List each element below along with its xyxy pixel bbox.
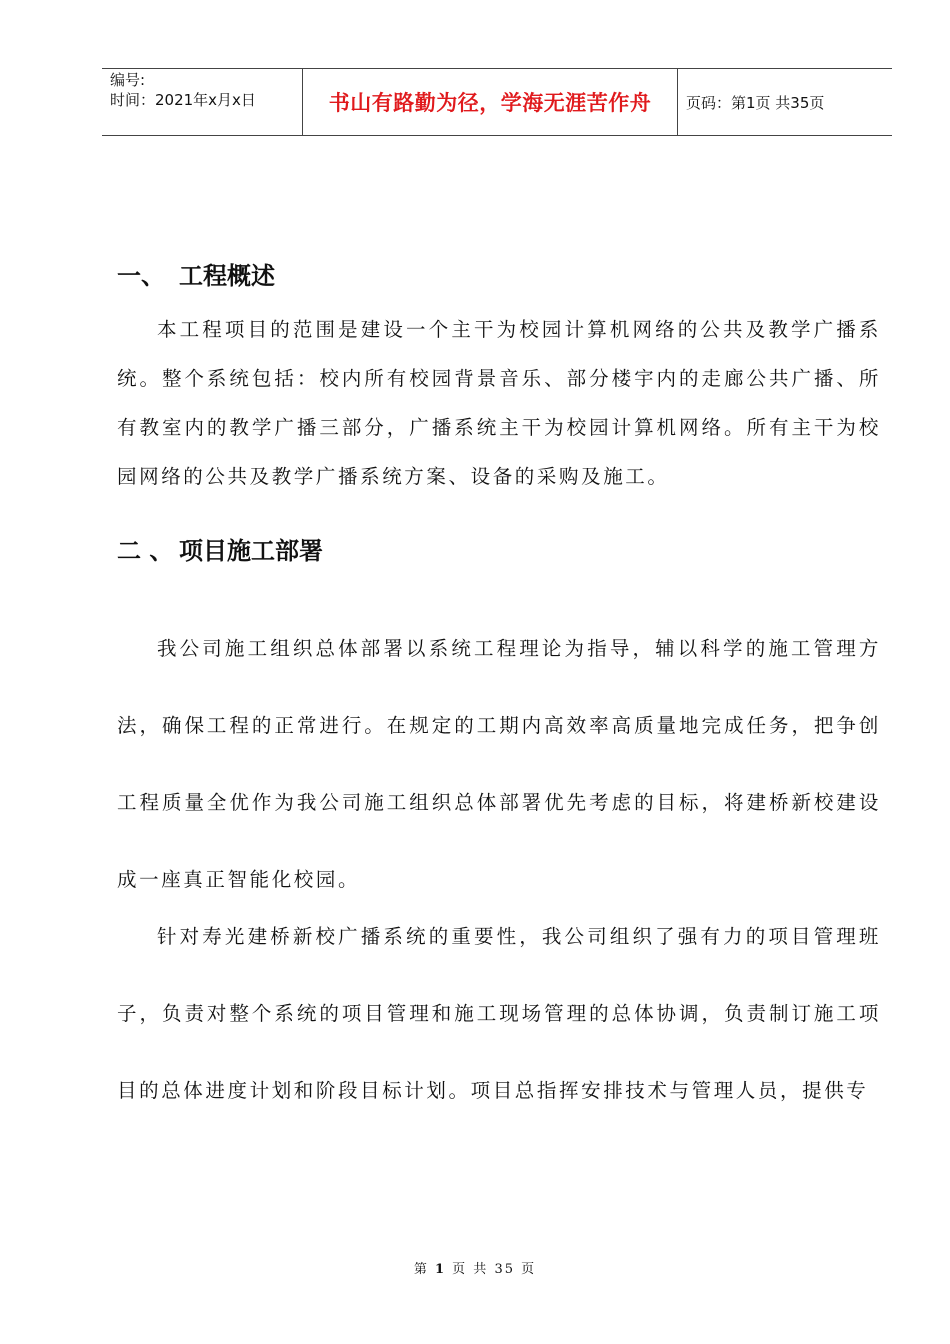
section-number: 二 、 [117, 537, 174, 565]
footer-middle: 页 共 [452, 1262, 489, 1277]
section-title: 工程概述 [179, 262, 275, 290]
footer-total-pages: 35 [494, 1262, 515, 1277]
footer-prefix: 第 [413, 1262, 429, 1277]
header-motto-cell [303, 69, 678, 135]
section-number: 一、 [117, 262, 165, 290]
page-footer [0, 1258, 950, 1277]
paragraph-deployment-2: 针对寿光建桥新校广播系统的重要性，我公司组织了强有力的项目管理班子，负责对整个系统的项目管理和施工现场管理的总体协调，负责制订施工项目的总体进度计划和阶段目标计划。项目总指挥安排技术与管理人员，提供专 [117, 925, 881, 1102]
header-info-cell [102, 69, 303, 135]
section-heading-deployment [117, 531, 323, 566]
header-page-code: 页码：第1页 共35页 [686, 93, 825, 112]
footer-suffix: 页 [521, 1262, 537, 1277]
section-title: 项目施工部署 [179, 537, 323, 565]
page-header-table [102, 68, 892, 136]
header-motto: 书山有路勤为径，学海无涯苦作舟 [328, 91, 652, 115]
header-page-cell [678, 69, 892, 135]
document-time-label: 时间：2021年x月x日 [110, 91, 256, 109]
paragraph-overview: 本工程项目的范围是建设一个主干为校园计算机网络的公共及教学广播系统。整个系统包括：校内所有校园背景音乐、部分楼宇内的走廊公共广播、所有教室内的教学广播三部分，广播系统主干为校园计算机网络。所有主干为校园网络的公共及教学广播系统方案、设备的采购及施工。 [117, 318, 881, 488]
document-number-label: 编号: [110, 71, 146, 89]
section-heading-overview [117, 256, 275, 291]
footer-page-number: 1 [434, 1262, 447, 1277]
paragraph-deployment-1: 我公司施工组织总体部署以系统工程理论为指导，辅以科学的施工管理方法，确保工程的正常进行。在规定的工期内高效率高质量地完成任务，把争创工程质量全优作为我公司施工组织总体部署优先考虑的目标，将建桥新校建设成一座真正智能化校园。 [117, 637, 881, 891]
